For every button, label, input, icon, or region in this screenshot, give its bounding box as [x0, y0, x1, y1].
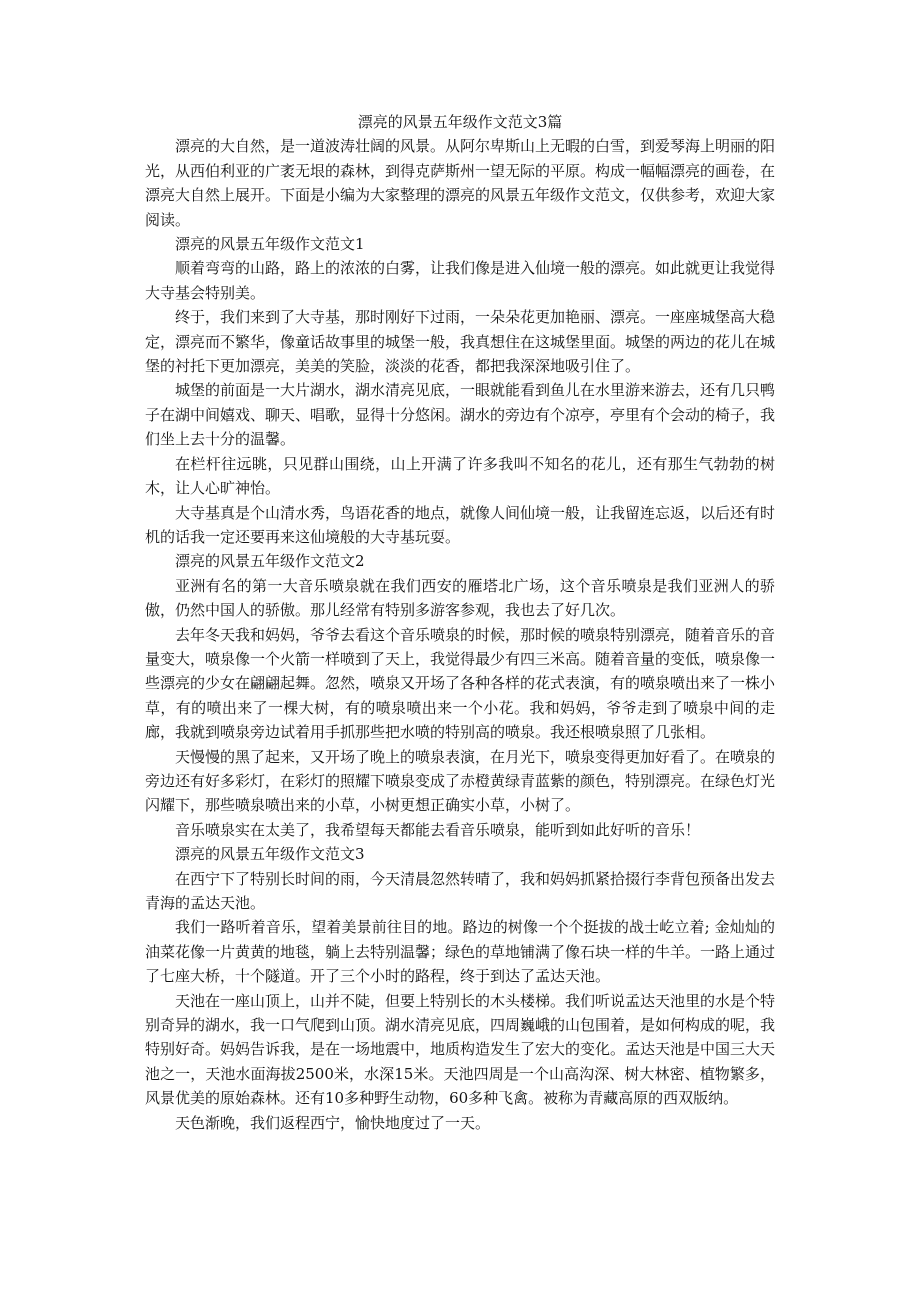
essay-heading: 漂亮的风景五年级作文范文1	[175, 235, 365, 254]
essay-paragraph: 在栏杆往远眺，只见群山围绕，山上开满了许多我叫不知名的花儿，还有那生气勃勃的树木，让人心旷神怡。	[145, 454, 775, 498]
essay-2	[145, 549, 775, 842]
essay-paragraph: 去年冬天我和妈妈，爷爷去看这个音乐喷泉的时候，那时候的喷泉特别漂亮，随着音乐的音量变大，喷泉像一个火箭一样喷到了天上，我觉得最少有四三米高。随着音量的变低，喷泉像一些漂亮的少女在翩翩起舞。忽然，喷泉又开场了各种各样的花式表演，有的喷泉喷出来了一株小草，有的喷出来了一棵大树，有的喷泉喷出来一个小花。我和妈妈，爷爷走到了喷泉中间的走廊，我就到喷泉旁边试着用手抓那些把水喷的特别高的喷泉。我还根喷泉照了几张相。	[145, 625, 776, 742]
essay-paragraph: 顺着弯弯的山路，路上的浓浓的白雾，让我们像是进入仙境一般的漂亮。如此就更让我觉得大寺基会特别美。	[145, 259, 776, 302]
essay-1	[145, 232, 775, 549]
document-page	[145, 110, 775, 1135]
document-title: 漂亮的风景五年级作文范文3篇	[357, 113, 563, 131]
intro-paragraph: 漂亮的大自然，是一道波涛壮阔的风景。从阿尔卑斯山上无暇的白雪，到爱琴海上明丽的阳光，从西伯利亚的广袤无垠的森林，到得克萨斯州一望无际的平原。构成一幅幅漂亮的画卷，在漂亮大自然上展开。下面是小编为大家整理的漂亮的风景五年级作文范文，仅供参考，欢迎大家阅读。	[145, 137, 776, 229]
essay-paragraph: 天池在一座山顶上，山并不陡，但要上特别长的木头楼梯。我们听说孟达天池里的水是个特别奇异的湖水，我一口气爬到山顶。湖水清亮见底，四周巍峨的山包围着，是如何构成的呢，我特别好奇。妈妈告诉我，是在一场地震中，地质构造发生了宏大的变化。孟达天池是中国三大天池之一，天池水面海拔2500米，水深15米。天池四周是一个山高沟深、树大林密、植物繁多，风景优美的原始森林。还有10多种野生动物，60多种飞禽。被称为青藏高原的西双版纳。	[145, 991, 776, 1108]
essay-paragraph: 在西宁下了特别长时间的雨，今天清晨忽然转晴了，我和妈妈抓紧拾掇行李背包预备出发去青海的孟达天池。	[145, 869, 776, 912]
essay-paragraph: 大寺基真是个山清水秀，鸟语花香的地点，就像人间仙境一般，让我留连忘返，以后还有时机的话我一定还要再来这仙境般的大寺基玩耍。	[145, 503, 776, 546]
essay-paragraph: 城堡的前面是一大片湖水，湖水清亮见底，一眼就能看到鱼儿在水里游来游去，还有几只鸭子在湖中间嬉戏、聊天、唱歌，显得十分悠闲。湖水的旁边有个凉亭，亭里有个会动的椅子，我们坐上去十分的温馨。	[145, 381, 776, 449]
essay-paragraph: 我们一路听着音乐，望着美景前往目的地。路边的树像一个个挺拔的战士屹立着; 金灿灿的油菜花像一片黄黄的地毯，躺上去特别温馨；绿色的草地铺满了像石块一样的牛羊。一路上通过了七座大桥，十个隧道。开了三个小时的路程，终于到达了孟达天池。	[145, 918, 776, 986]
essay-paragraph: 天色渐晚，我们返程西宁，愉快地度过了一天。	[175, 1113, 491, 1132]
essay-heading: 漂亮的风景五年级作文范文3	[175, 845, 365, 864]
essay-3	[145, 842, 775, 1135]
essay-paragraph: 亚洲有名的第一大音乐喷泉就在我们西安的雁塔北广场，这个音乐喷泉是我们亚洲人的骄傲，仍然中国人的骄傲。那儿经常有特别多游客参观，我也去了好几次。	[145, 576, 775, 620]
essay-heading: 漂亮的风景五年级作文范文2	[175, 552, 365, 571]
essay-paragraph: 音乐喷泉实在太美了，我希望每天都能去看音乐喷泉，能听到如此好听的音乐！	[175, 820, 701, 839]
essay-paragraph: 天慢慢的黑了起来，又开场了晚上的喷泉表演，在月光下，喷泉变得更加好看了。在喷泉的旁边还有好多彩灯，在彩灯的照耀下喷泉变成了赤橙黄绿青蓝紫的颜色，特别漂亮。在绿色灯光闪耀下，那些喷泉喷出来的小草，小树更想正确实小草，小树了。	[145, 747, 776, 815]
essay-paragraph: 终于，我们来到了大寺基，那时刚好下过雨，一朵朵花更加艳丽、漂亮。一座座城堡高大稳定，漂亮而不繁华，像童话故事里的城堡一般，我真想住在这城堡里面。城堡的两边的花儿在城堡的衬托下更加漂亮，美美的笑脸，淡淡的花香，都把我深深地吸引住了。	[145, 308, 776, 376]
